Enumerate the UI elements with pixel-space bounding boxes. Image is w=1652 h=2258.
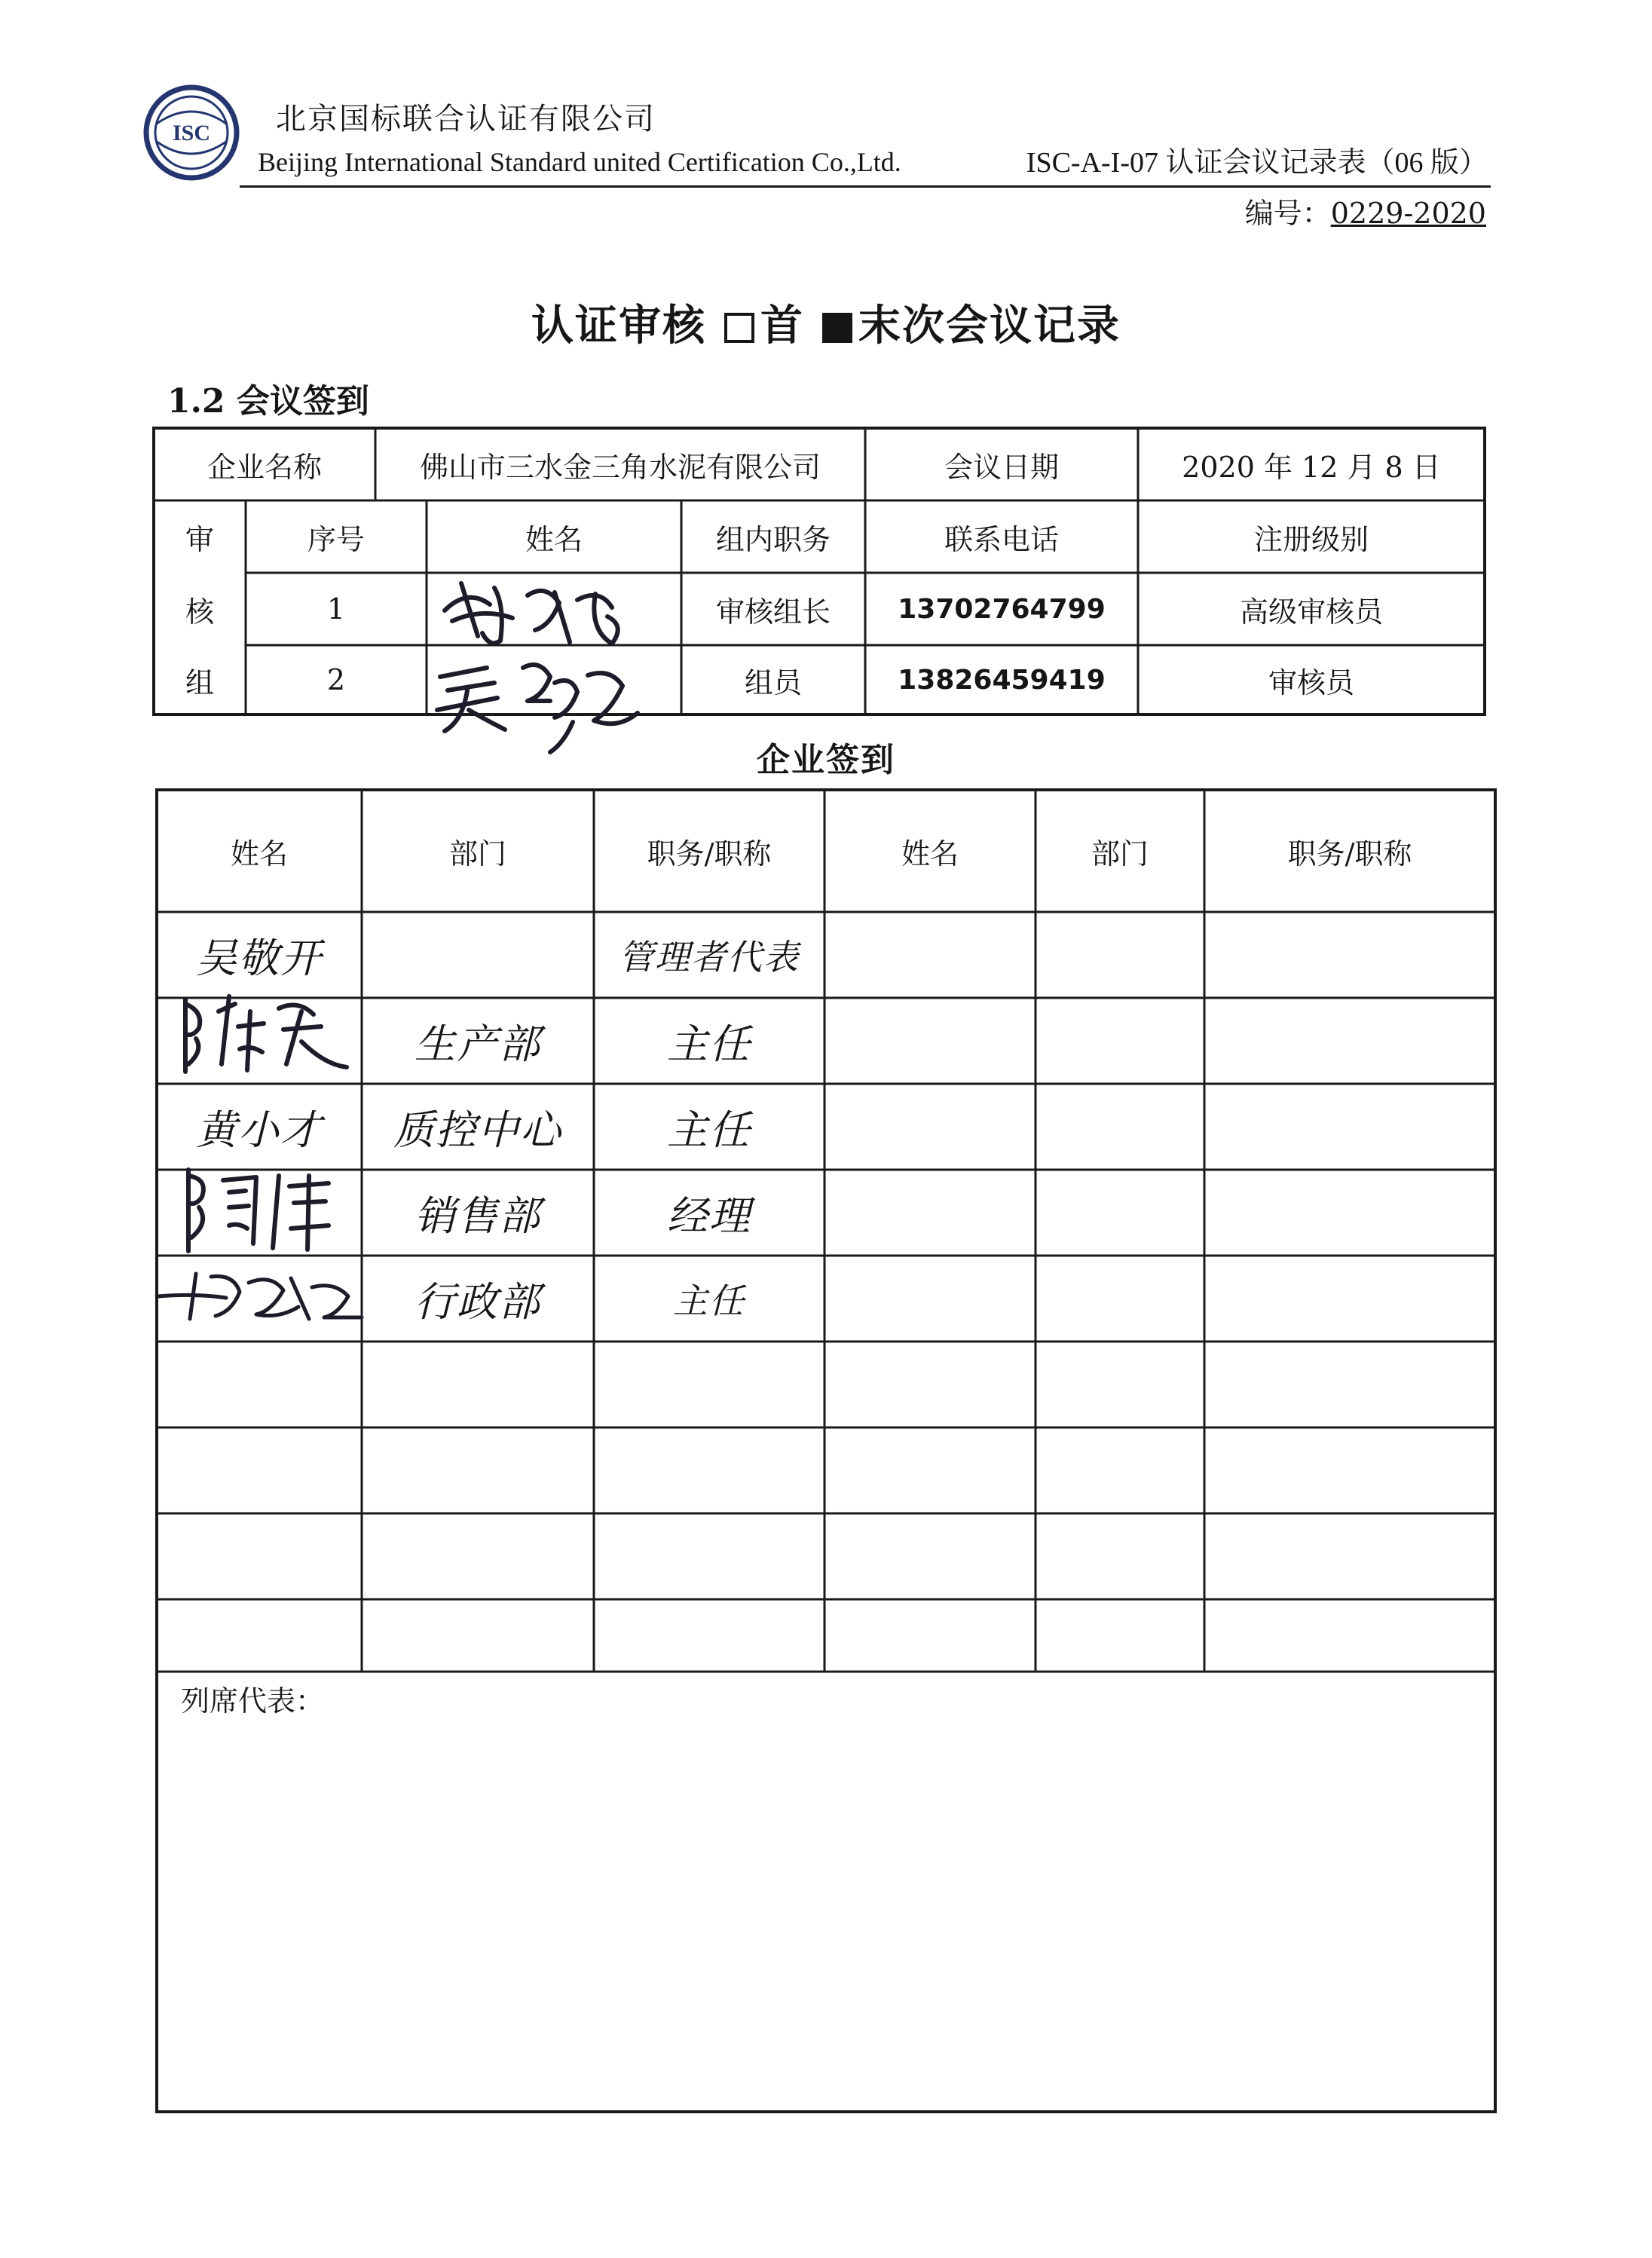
ent-row-5-name-signature: [151, 1244, 377, 1342]
serial-label: 编号：: [1244, 197, 1331, 230]
audit-row-2-phone: 13826459419: [898, 664, 1106, 696]
audit-row-2-role: 组员: [744, 665, 802, 699]
logo-text: ISC: [172, 121, 211, 145]
audit-header-level: 注册级别: [1253, 522, 1369, 556]
meeting-date-label: 会议日期: [944, 450, 1059, 484]
ent-header-title-2: 职务/职称: [1287, 837, 1412, 870]
ent-header-dept-2: 部门: [1091, 837, 1149, 870]
audit-group-label-2: 核: [185, 595, 214, 629]
title-last-label: 末次会议记录: [858, 301, 1121, 350]
ent-row-4-title: 经理: [667, 1192, 751, 1240]
ent-row-2-dept: 生产部: [415, 1020, 541, 1068]
form-code: ISC-A-I-07 认证会议记录表（06 版）: [1026, 147, 1488, 179]
company-name-label: 企业名称: [206, 450, 322, 484]
audit-header-no: 序号: [307, 522, 365, 556]
meeting-date-value: 2020 年 12 月 8 日: [1182, 450, 1441, 484]
ent-row-2-title: 主任: [667, 1020, 751, 1068]
audit-row-1-no: 1: [326, 592, 346, 626]
ent-row-5-dept: 行政部: [415, 1277, 541, 1326]
company-name-en: Beijing International Standard united Certification Co.,Ltd.: [258, 147, 901, 177]
ent-row-3-dept: 质控中心: [393, 1106, 562, 1154]
title-prefix: 认证审核: [531, 301, 706, 350]
ent-row-5-title: 主任: [673, 1280, 745, 1321]
ent-row-1-dept: [362, 912, 594, 998]
company-name-cn: 北京国标联合认证有限公司: [276, 102, 656, 136]
ent-header-title-1: 职务/职称: [647, 837, 772, 870]
audit-row-1-level: 高级审核员: [1239, 595, 1383, 629]
ent-row-3-title: 主任: [667, 1106, 751, 1154]
audit-header-name: 姓名: [525, 522, 583, 556]
serial-value: 0229-2020: [1330, 197, 1486, 230]
audit-row-2-level: 审核员: [1268, 665, 1354, 699]
audit-row-1-phone: 13702764799: [898, 593, 1106, 625]
ent-row-9-name: [157, 1599, 362, 1672]
ent-header-dept-1: 部门: [448, 837, 506, 870]
audit-group-label-1: 审: [185, 522, 214, 556]
ent-row-6-name: [157, 1342, 362, 1427]
attendees-label: 列席代表：: [181, 1684, 325, 1718]
ent-row-8-name: [157, 1513, 362, 1599]
ent-header-name-1: 姓名: [230, 837, 288, 870]
audit-group-label-3: 组: [185, 665, 214, 699]
ent-row-7-name: [157, 1427, 362, 1513]
ent-row-1-name: 吴敬开: [196, 934, 323, 982]
ent-header-name-2: 姓名: [901, 837, 959, 870]
enterprise-signin-title: 企业签到: [757, 741, 895, 779]
audit-row-2-no: 2: [326, 663, 346, 696]
ent-row-3-name: 黄小才: [196, 1106, 323, 1154]
title-first-label: 首: [760, 301, 804, 350]
ent-row-2-name-signature: [166, 981, 362, 1087]
ent-row-4-dept: 销售部: [415, 1192, 541, 1240]
audit-row-1-role: 审核组长: [715, 595, 831, 629]
audit-header-role: 组内职务: [715, 522, 831, 556]
audit-header-phone: 联系电话: [944, 522, 1059, 556]
ent-row-1-title: 管理者代表: [619, 937, 800, 978]
company-name-value: 佛山市三水金三角水泥有限公司: [419, 450, 821, 484]
section-title: 1.2 会议签到: [167, 382, 369, 421]
